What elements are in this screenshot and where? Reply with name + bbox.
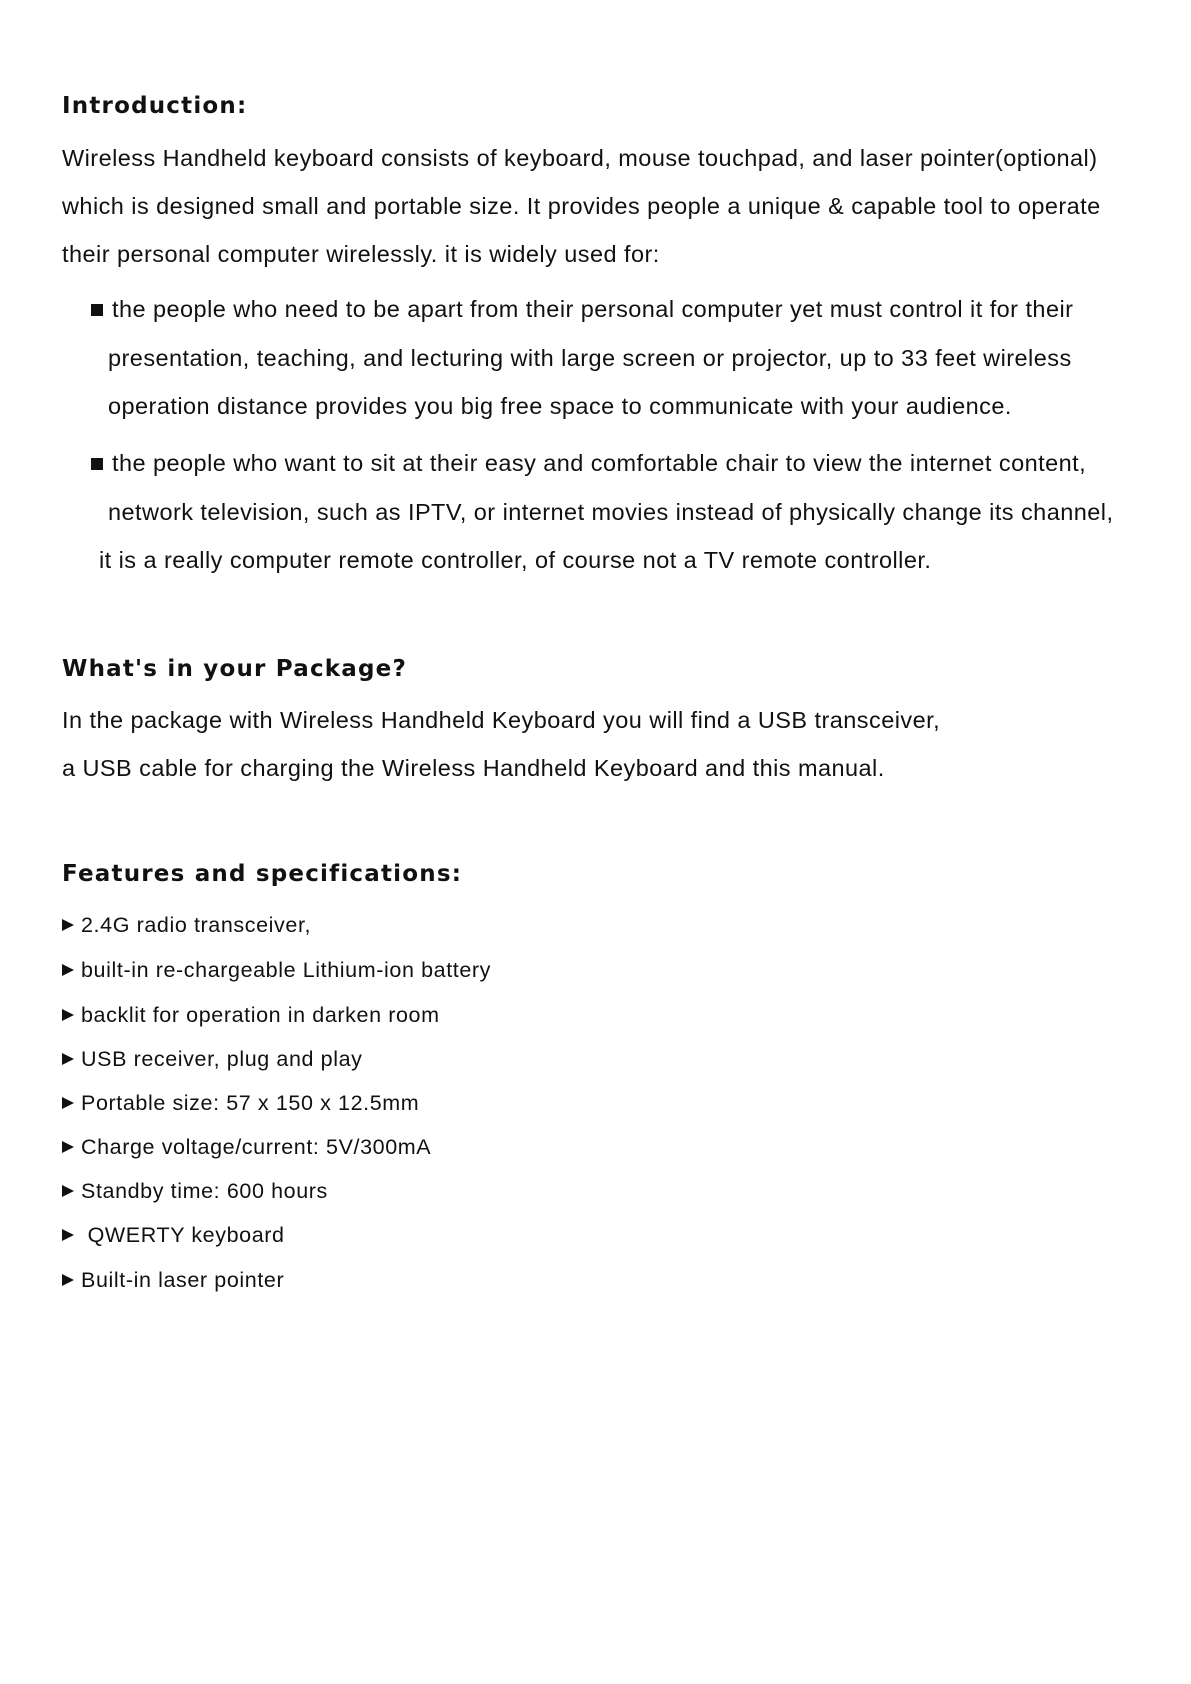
feature-text: Built-in laser pointer: [81, 1268, 285, 1292]
feature-item: [62, 1179, 328, 1204]
feature-item: [62, 1268, 284, 1293]
bullet-continuation-line: network television, such as IPTV, or internet movies instead of physically change its channel,: [108, 499, 1114, 525]
bullet-continuation-line: operation distance provides you big free space to communicate with your audience.: [108, 393, 1012, 419]
feature-text: USB receiver, plug and play: [81, 1047, 363, 1071]
feature-item: [62, 958, 491, 983]
arrow-bullet-icon: [62, 964, 74, 976]
arrow-bullet-icon: [62, 1185, 74, 1197]
bullet-text: the people who need to be apart from their personal computer yet must control it for their: [112, 296, 1074, 322]
feature-item: [62, 1003, 440, 1028]
feature-text: Portable size: 57 x 150 x 12.5mm: [81, 1091, 420, 1115]
bullet-text: the people who want to sit at their easy and comfortable chair to view the internet content,: [112, 450, 1087, 476]
square-bullet-icon: [91, 458, 103, 470]
arrow-bullet-icon: [62, 1053, 74, 1065]
arrow-bullet-icon: [62, 1229, 74, 1241]
intro-paragraph-line: which is designed small and portable size. It provides people a unique & capable tool to operate: [62, 193, 1101, 219]
feature-item: [62, 913, 311, 938]
arrow-bullet-icon: [62, 1097, 74, 1109]
feature-text: 2.4G radio transceiver,: [81, 913, 312, 937]
intro-bullet-item: [91, 296, 1073, 323]
arrow-bullet-icon: [62, 919, 74, 931]
intro-bullet-item: [91, 450, 1086, 477]
feature-item: [62, 1091, 419, 1116]
feature-text: QWERTY keyboard: [81, 1223, 285, 1247]
square-bullet-icon: [91, 304, 103, 316]
features-heading: Features and specifications:: [62, 861, 463, 887]
bullet-continuation-line: presentation, teaching, and lecturing with large screen or projector, up to 33 feet wireless: [108, 345, 1072, 371]
introduction-heading: Introduction:: [62, 93, 248, 119]
intro-paragraph-line: their personal computer wirelessly. it is widely used for:: [62, 241, 660, 267]
feature-item: [62, 1135, 431, 1160]
arrow-bullet-icon: [62, 1141, 74, 1153]
feature-item: [62, 1047, 363, 1072]
intro-paragraph-line: Wireless Handheld keyboard consists of keyboard, mouse touchpad, and laser pointer(optional): [62, 145, 1098, 171]
feature-text: Charge voltage/current: 5V/300mA: [81, 1135, 432, 1159]
feature-text: backlit for operation in darken room: [81, 1003, 440, 1027]
package-line: a USB cable for charging the Wireless Handheld Keyboard and this manual.: [62, 755, 885, 781]
arrow-bullet-icon: [62, 1009, 74, 1021]
feature-item: [62, 1223, 285, 1248]
package-line: In the package with Wireless Handheld Keyboard you will find a USB transceiver,: [62, 707, 941, 733]
feature-text: Standby time: 600 hours: [81, 1179, 328, 1203]
feature-text: built-in re-chargeable Lithium-ion battery: [81, 958, 492, 982]
package-heading: What's in your Package?: [62, 656, 407, 682]
bullet-continuation-line: it is a really computer remote controller, of course not a TV remote controller.: [99, 547, 932, 573]
arrow-bullet-icon: [62, 1274, 74, 1286]
